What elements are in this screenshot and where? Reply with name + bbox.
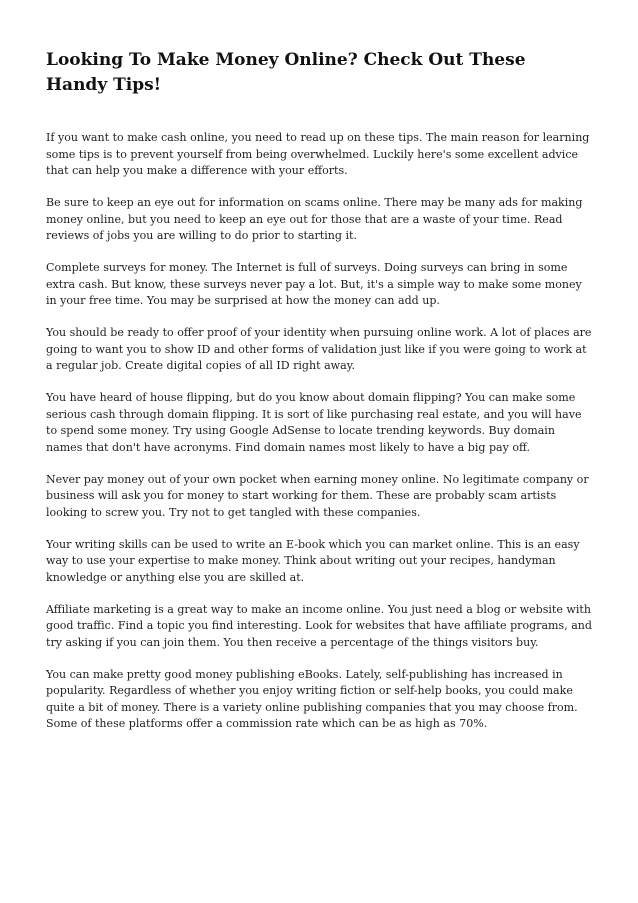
paragraph-5: You have heard of house flipping, but do you know about domain flipping? You can make some serious cash through domain flipping. It is sort of like purchasing real estate, and you will have to spend some money. Try using Google AdSense to locate trending keywords. Buy domain names that don't have acronyms. Find domain names most likely to have a big pay off. — [46, 391, 582, 454]
paragraph-8: Affiliate marketing is a great way to make an income online. You just need a blog or website with good traffic. Find a topic you find interesting. Look for websites that have affiliate programs, and try asking if you can join them. You then receive a percentage of the things visitors buy. — [46, 602, 592, 649]
paragraph-3: Complete surveys for money. The Internet is full of surveys. Doing surveys can bring in some extra cash. But know, these surveys never pay a lot. But, it's a simple way to make some money in your free time. You may be surprised at how the money can add up. — [46, 261, 582, 307]
document-title: Looking To Make Money Online? Check Out These Handy Tips! — [46, 50, 526, 95]
paragraph-9: You can make pretty good money publishing eBooks. Lately, self-publishing has increased in popularity. Regardless of whether you enjoy writing fiction or self-help books, you could make quite a bit of money. There is a variety online publishing companies that you may choose from. Some of these platforms offer a commission rate which can be as high as 70%. — [46, 667, 578, 730]
paragraph-1: If you want to make cash online, you need to read up on these tips. The main reason for learning some tips is to prevent yourself from being overwhelmed. Luckily here's some excellent advice that can help you make a difference with your efforts. — [46, 131, 590, 177]
paragraph-2: Be sure to keep an eye out for information on scams online. There may be many ads for making money online, but you need to keep an eye out for those that are a waste of your time. Read reviews of jobs you are willing to do prior to starting it. — [46, 196, 583, 242]
paragraph-6: Never pay money out of your own pocket when earning money online. No legitimate company or business will ask you for money to start working for them. These are probably scam artists looking to screw you. Try not to get tangled with these companies. — [46, 472, 589, 519]
paragraph-4: You should be ready to offer proof of your identity when pursuing online work. A lot of places are going to want you to show ID and other forms of validation just like if you were going to work at a regular job. Create digital copies of all ID right away. — [46, 326, 592, 372]
paragraph-7: Your writing skills can be used to write an E-book which you can market online. This is an easy way to use your expertise to make money. Think about writing out your recipes, handyman knowledge or anything else you are skilled at. — [46, 537, 580, 584]
document-page — [46, 48, 594, 748]
